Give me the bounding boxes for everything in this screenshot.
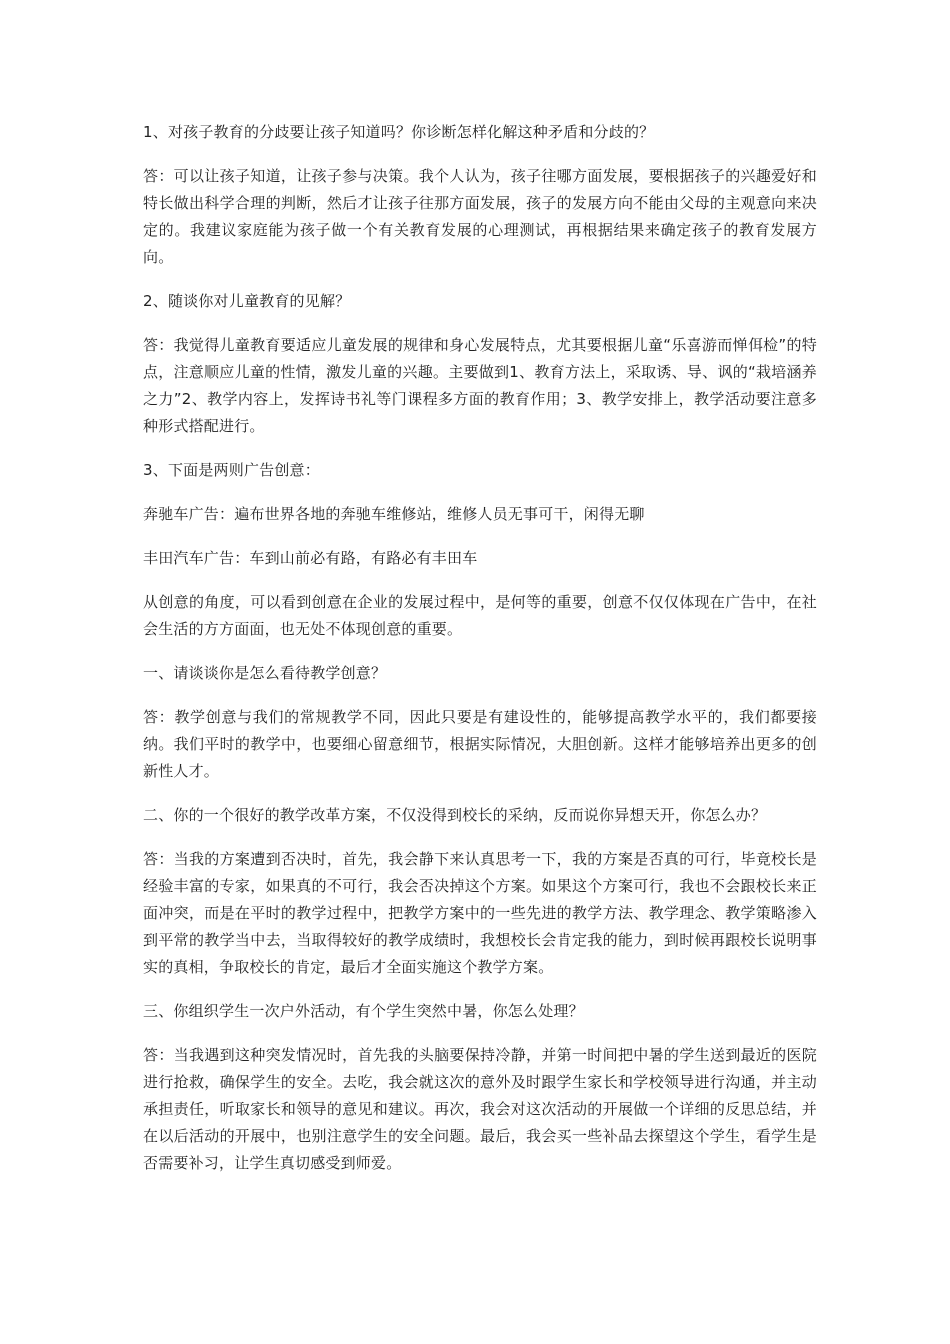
sub-answer-2: 答：当我的方案遭到否决时，首先，我会静下来认真思考一下，我的方案是否真的可行，毕竟校长是经验丰富的专家，如果真的不可行，我会否决掉这个方案。如果这个方案可行，我也不会跟校长来正面冲突，而是在平时的教学过程中，把教学方案中的一些先进的教学方法、教学理念、教学策略渗入到平常的教学当中去，当取得较好的教学成绩时，我想校长会肯定我的能力，到时候再跟校长说明事实的真相，争取校长的肯定，最后才全面实施这个教学方案。 <box>143 850 817 976</box>
sub-question-3: 三、你组织学生一次户外活动，有个学生突然中暑，你怎么处理？ <box>143 1002 584 1020</box>
question-1: 1、对孩子教育的分歧要让孩子知道吗？你诊断怎样化解这种矛盾和分歧的？ <box>143 123 655 141</box>
answer-2: 答：我觉得儿童教育要适应儿童发展的规律和身心发展特点，尤其要根据儿童“乐喜游而惮佴检”的特点，注意顺应儿童的性情，激发儿童的兴趣。主要做到1、教育方法上，采取诱、导、讽的“栽培涵养之力”2、教学内容上，发挥诗书礼等门课程多方面的教育作用；3、教学安排上，教学活动要注意多种形式搭配进行。 <box>143 336 817 435</box>
sub-answer-1: 答：教学创意与我们的常规教学不同，因此只要是有建设性的，能够提高教学水平的，我们都要接纳。我们平时的教学中，也要细心留意细节，根据实际情况，大胆创新。这样才能够培养出更多的创新性人才。 <box>143 708 817 780</box>
question-3: 3、下面是两则广告创意： <box>143 461 320 479</box>
document-body <box>143 119 817 1194</box>
sub-answer-3: 答：当我遇到这种突发情况时，首先我的头脑要保持冷静，并第一时间把中暑的学生送到最近的医院进行抢救，确保学生的安全。去吃，我会就这次的意外及时跟学生家长和学校领导进行沟通，并主动承担责任，听取家长和领导的意见和建议。再次，我会对这次活动的开展做一个详细的反思总结，并在以后活动的开展中，也别注意学生的安全问题。最后，我会买一些补品去探望这个学生，看学生是否需要补习，让学生真切感受到师爱。 <box>143 1046 817 1172</box>
ad-benz: 奔驰车广告：遍布世界各地的奔驰车维修站，维修人员无事可干，闲得无聊 <box>143 505 645 523</box>
question-2: 2、随谈你对儿童教育的见解？ <box>143 292 351 310</box>
ad-toyota: 丰田汽车广告：车到山前必有路，有路必有丰田车 <box>143 549 478 567</box>
creativity-intro: 从创意的角度，可以看到创意在企业的发展过程中，是何等的重要，创意不仅仅体现在广告中，在社会生活的方方面面，也无处不体现创意的重要。 <box>143 593 817 638</box>
sub-question-1: 一、请谈谈你是怎么看待教学创意？ <box>143 664 387 682</box>
answer-1: 答：可以让孩子知道，让孩子参与决策。我个人认为，孩子往哪方面发展，要根据孩子的兴趣爱好和特长做出科学合理的判断，然后才让孩子往那方面发展，孩子的发展方向不能由父母的主观意向来决定的。我建议家庭能为孩子做一个有关教育发展的心理测试，再根据结果来确定孩子的教育发展方向。 <box>143 167 817 266</box>
sub-question-2: 二、你的一个很好的教学改革方案，不仅没得到校长的采纳，反而说你异想天开，你怎么办？ <box>143 806 767 824</box>
